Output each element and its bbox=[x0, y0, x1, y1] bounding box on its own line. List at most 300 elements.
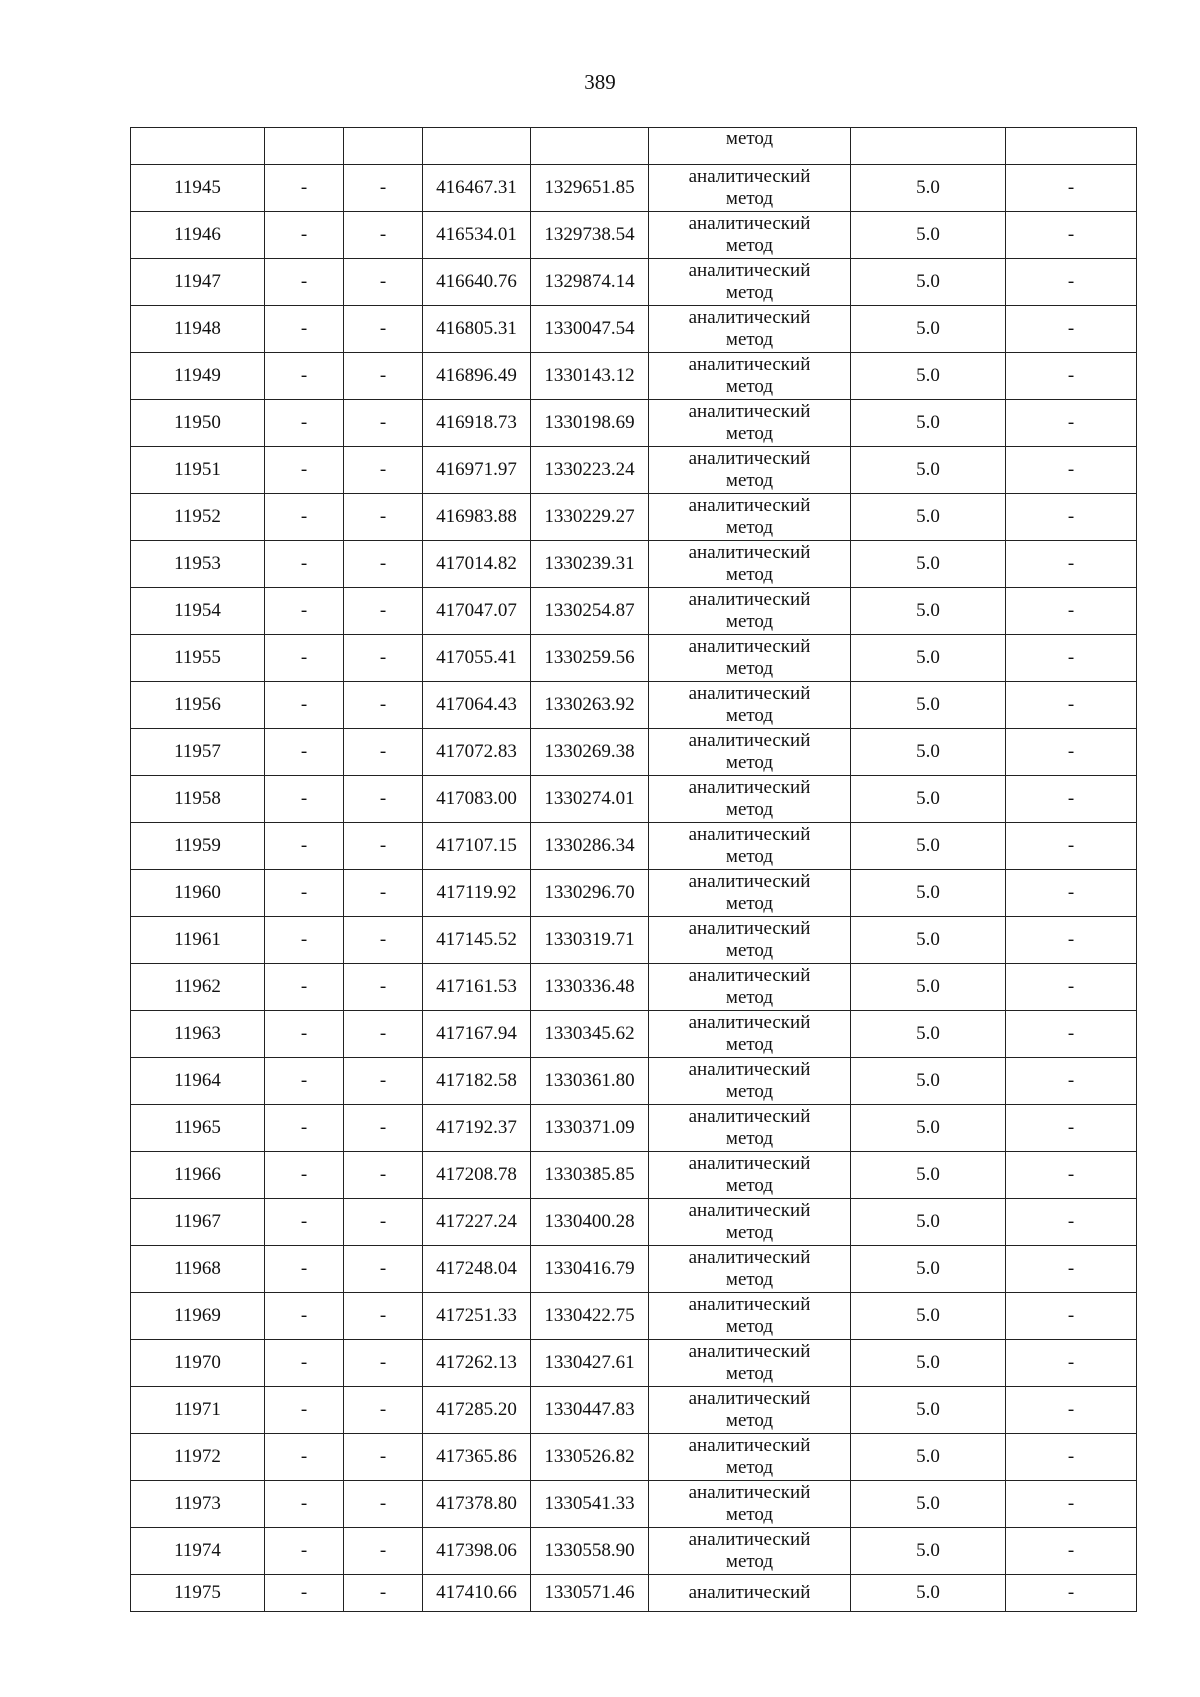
cell-point-number: 11958 bbox=[131, 776, 265, 823]
table-row-continued bbox=[131, 128, 1137, 165]
cell-point-number: 11956 bbox=[131, 682, 265, 729]
cell-col8: - bbox=[1006, 823, 1137, 870]
cell-point-number: 11957 bbox=[131, 729, 265, 776]
table-row bbox=[131, 1387, 1137, 1434]
cell-col3: - bbox=[344, 1340, 423, 1387]
method-text-line1: аналитический bbox=[688, 1012, 811, 1033]
method-text-line2: метод bbox=[725, 1551, 774, 1572]
cell-point-number: 11960 bbox=[131, 870, 265, 917]
method-text-line2: метод bbox=[725, 517, 774, 538]
cell-col3: - bbox=[344, 682, 423, 729]
cell-point-number: 11945 bbox=[131, 165, 265, 212]
method-text-line2: метод bbox=[725, 705, 774, 726]
cell-method bbox=[649, 353, 851, 400]
table-row bbox=[131, 1199, 1137, 1246]
cell-point-number: 11950 bbox=[131, 400, 265, 447]
cell-method bbox=[649, 1481, 851, 1528]
cell-accuracy: 5.0 bbox=[851, 776, 1006, 823]
cell-col8: - bbox=[1006, 1340, 1137, 1387]
cell-accuracy: 5.0 bbox=[851, 1293, 1006, 1340]
cell-y: 1330229.27 bbox=[531, 494, 649, 541]
cell-col2: - bbox=[265, 1011, 344, 1058]
cell-col8: - bbox=[1006, 1246, 1137, 1293]
method-text-line2: метод bbox=[725, 1034, 774, 1055]
cell-method bbox=[649, 165, 851, 212]
method-text-line1: аналитический bbox=[688, 1341, 811, 1362]
cell-col8: - bbox=[1006, 1199, 1137, 1246]
cell-method bbox=[649, 729, 851, 776]
cell-point-number: 11964 bbox=[131, 1058, 265, 1105]
cell-point-number: 11959 bbox=[131, 823, 265, 870]
method-text-line2: метод bbox=[725, 1457, 774, 1478]
cell-method bbox=[649, 1528, 851, 1575]
cell-y: 1330198.69 bbox=[531, 400, 649, 447]
page-number: 389 bbox=[584, 70, 616, 94]
method-text-line2: метод bbox=[725, 1081, 774, 1102]
cell-accuracy: 5.0 bbox=[851, 635, 1006, 682]
cell-point-number: 11974 bbox=[131, 1528, 265, 1575]
cell-accuracy: 5.0 bbox=[851, 682, 1006, 729]
method-text-line2: метод bbox=[725, 235, 774, 256]
cell-point-number: 11963 bbox=[131, 1011, 265, 1058]
cell-y: 1330571.46 bbox=[531, 1575, 649, 1612]
cell-y: 1330223.24 bbox=[531, 447, 649, 494]
cell-col8: - bbox=[1006, 870, 1137, 917]
cell-x: 417227.24 bbox=[423, 1199, 531, 1246]
cell-x: 417167.94 bbox=[423, 1011, 531, 1058]
cell-accuracy: 5.0 bbox=[851, 1246, 1006, 1293]
cell-col3: - bbox=[344, 588, 423, 635]
method-text-line2: метод bbox=[725, 1363, 774, 1384]
cell-col3: - bbox=[344, 917, 423, 964]
table-row bbox=[131, 259, 1137, 306]
cell-accuracy: 5.0 bbox=[851, 1105, 1006, 1152]
cell-x: 416983.88 bbox=[423, 494, 531, 541]
cell-x: 417107.15 bbox=[423, 823, 531, 870]
method-text-line1: аналитический bbox=[688, 965, 811, 986]
cell-point-number: 11951 bbox=[131, 447, 265, 494]
method-text-line2: метод bbox=[725, 1316, 774, 1337]
cell-col8: - bbox=[1006, 682, 1137, 729]
method-text-line2: метод bbox=[725, 846, 774, 867]
cell-col8: - bbox=[1006, 1387, 1137, 1434]
cell-col3: - bbox=[344, 776, 423, 823]
table-row bbox=[131, 447, 1137, 494]
cell-x: 417047.07 bbox=[423, 588, 531, 635]
method-text-line1: аналитический bbox=[688, 683, 811, 704]
cell-x: 416640.76 bbox=[423, 259, 531, 306]
method-text-line1: аналитический bbox=[688, 260, 811, 281]
cell-y: 1330345.62 bbox=[531, 1011, 649, 1058]
cell-col8: - bbox=[1006, 1575, 1137, 1612]
cell-accuracy: 5.0 bbox=[851, 1199, 1006, 1246]
cell-method bbox=[649, 635, 851, 682]
cell-col3: - bbox=[344, 823, 423, 870]
table-row bbox=[131, 1434, 1137, 1481]
method-text-line1: аналитический bbox=[688, 1529, 811, 1550]
cell-col3: - bbox=[344, 1058, 423, 1105]
cell-method bbox=[649, 588, 851, 635]
cell-method bbox=[649, 682, 851, 729]
table-row bbox=[131, 823, 1137, 870]
method-text-line2: метод bbox=[725, 799, 774, 820]
cell-col3: - bbox=[344, 1575, 423, 1612]
cell-col8: - bbox=[1006, 964, 1137, 1011]
method-text-line2: метод bbox=[725, 1222, 774, 1243]
cell-accuracy: 5.0 bbox=[851, 1434, 1006, 1481]
cell-col2: - bbox=[265, 494, 344, 541]
method-text-line1: аналитический bbox=[688, 354, 811, 375]
method-text-line1: аналитический bbox=[688, 542, 811, 563]
cell-accuracy: 5.0 bbox=[851, 1011, 1006, 1058]
cell-y: 1330371.09 bbox=[531, 1105, 649, 1152]
cell-method bbox=[649, 1011, 851, 1058]
cell-y: 1330254.87 bbox=[531, 588, 649, 635]
cell-y: 1330259.56 bbox=[531, 635, 649, 682]
cell-col2: - bbox=[265, 306, 344, 353]
cell-point-number: 11949 bbox=[131, 353, 265, 400]
cell-accuracy: 5.0 bbox=[851, 1152, 1006, 1199]
cell-col3: - bbox=[344, 259, 423, 306]
cell-accuracy: 5.0 bbox=[851, 917, 1006, 964]
method-text-line2: метод bbox=[725, 658, 774, 679]
cell-point-number: 11947 bbox=[131, 259, 265, 306]
cell-method bbox=[649, 400, 851, 447]
cell-col2: - bbox=[265, 870, 344, 917]
cell-accuracy: 5.0 bbox=[851, 1340, 1006, 1387]
cell-col2: - bbox=[265, 588, 344, 635]
cell-accuracy: 5.0 bbox=[851, 1387, 1006, 1434]
table-row bbox=[131, 165, 1137, 212]
cell-col8: - bbox=[1006, 917, 1137, 964]
cell-method bbox=[649, 494, 851, 541]
cell-col3: - bbox=[344, 165, 423, 212]
cell-col3: - bbox=[344, 1293, 423, 1340]
cell-x: 416971.97 bbox=[423, 447, 531, 494]
cell-x: 417192.37 bbox=[423, 1105, 531, 1152]
cell-col2: - bbox=[265, 1528, 344, 1575]
cell-y: 1330416.79 bbox=[531, 1246, 649, 1293]
cell-col2: - bbox=[265, 447, 344, 494]
table-row bbox=[131, 776, 1137, 823]
cell-x: 416896.49 bbox=[423, 353, 531, 400]
cell-x: 417014.82 bbox=[423, 541, 531, 588]
method-text-line1: аналитический bbox=[688, 401, 811, 422]
cell-method bbox=[649, 1293, 851, 1340]
cell-x: 417410.66 bbox=[423, 1575, 531, 1612]
cell-accuracy: 5.0 bbox=[851, 1528, 1006, 1575]
cell-method bbox=[649, 1575, 851, 1612]
cell-col8: - bbox=[1006, 1105, 1137, 1152]
cell-col8: - bbox=[1006, 1152, 1137, 1199]
cell-x: 417083.00 bbox=[423, 776, 531, 823]
cell-col2: - bbox=[265, 1246, 344, 1293]
cell-method bbox=[649, 1199, 851, 1246]
cell-x: 417119.92 bbox=[423, 870, 531, 917]
cell-col3: - bbox=[344, 306, 423, 353]
cell-col2: - bbox=[265, 729, 344, 776]
cell-col8: - bbox=[1006, 165, 1137, 212]
cell-accuracy: 5.0 bbox=[851, 259, 1006, 306]
cell-col2: - bbox=[265, 776, 344, 823]
cell-y: 1329738.54 bbox=[531, 212, 649, 259]
cell-method bbox=[649, 306, 851, 353]
method-text-line2: метод bbox=[725, 423, 774, 444]
cell-col2: - bbox=[265, 1434, 344, 1481]
cell-col3: - bbox=[344, 635, 423, 682]
cell-col2: - bbox=[265, 1105, 344, 1152]
cell-col2: - bbox=[265, 259, 344, 306]
cell-y: 1330422.75 bbox=[531, 1293, 649, 1340]
cell-y: 1329651.85 bbox=[531, 165, 649, 212]
cell-method bbox=[649, 259, 851, 306]
method-text-line1: аналитический bbox=[688, 730, 811, 751]
cell-point-number: 11970 bbox=[131, 1340, 265, 1387]
cell-x: 417251.33 bbox=[423, 1293, 531, 1340]
cell-col3: - bbox=[344, 1387, 423, 1434]
cell-x: 417398.06 bbox=[423, 1528, 531, 1575]
cell-accuracy: 5.0 bbox=[851, 964, 1006, 1011]
cell-accuracy: 5.0 bbox=[851, 353, 1006, 400]
table-row bbox=[131, 353, 1137, 400]
cell-method bbox=[649, 1340, 851, 1387]
cell-point-number: 11962 bbox=[131, 964, 265, 1011]
cell-method bbox=[649, 917, 851, 964]
cell-method bbox=[649, 1434, 851, 1481]
cell-col2: - bbox=[265, 964, 344, 1011]
method-text-line2: метод bbox=[725, 470, 774, 491]
cell-col8: - bbox=[1006, 1434, 1137, 1481]
method-text-line2: метод bbox=[725, 564, 774, 585]
cell-col3: - bbox=[344, 447, 423, 494]
cell-col8: - bbox=[1006, 1011, 1137, 1058]
method-text-line1: аналитический bbox=[688, 1059, 811, 1080]
method-text-line2: метод bbox=[725, 752, 774, 773]
method-text-line1: аналитический bbox=[688, 1482, 811, 1503]
cell-y: 1330274.01 bbox=[531, 776, 649, 823]
cell-col2: - bbox=[265, 1199, 344, 1246]
cell-col8: - bbox=[1006, 494, 1137, 541]
cell-method: метод bbox=[649, 128, 851, 165]
table-row bbox=[131, 917, 1137, 964]
cell-y: 1330336.48 bbox=[531, 964, 649, 1011]
cell-point-number: 11967 bbox=[131, 1199, 265, 1246]
cell-col8: - bbox=[1006, 447, 1137, 494]
method-text-line1: аналитический bbox=[688, 1106, 811, 1127]
cell-y: 1330269.38 bbox=[531, 729, 649, 776]
table-row bbox=[131, 588, 1137, 635]
cell-col8: - bbox=[1006, 1481, 1137, 1528]
cell-col8: - bbox=[1006, 259, 1137, 306]
cell-col8: - bbox=[1006, 776, 1137, 823]
cell-col2: - bbox=[265, 1481, 344, 1528]
cell-col2: - bbox=[265, 823, 344, 870]
table-row bbox=[131, 1528, 1137, 1575]
cell-y: 1330047.54 bbox=[531, 306, 649, 353]
method-text-line2: метод bbox=[725, 1128, 774, 1149]
cell-point-number: 11954 bbox=[131, 588, 265, 635]
cell-x: 417145.52 bbox=[423, 917, 531, 964]
cell-method bbox=[649, 447, 851, 494]
cell-col8: - bbox=[1006, 541, 1137, 588]
cell-x: 416918.73 bbox=[423, 400, 531, 447]
cell-point-number: 11955 bbox=[131, 635, 265, 682]
cell-col2: - bbox=[265, 917, 344, 964]
cell-y: 1330239.31 bbox=[531, 541, 649, 588]
cell-point-number: 11953 bbox=[131, 541, 265, 588]
cell-point-number: 11969 bbox=[131, 1293, 265, 1340]
cell-y: 1330541.33 bbox=[531, 1481, 649, 1528]
method-text-line1: аналитический bbox=[688, 448, 811, 469]
method-text-line2: метод bbox=[725, 376, 774, 397]
cell-col3: - bbox=[344, 964, 423, 1011]
cell-point-number: 11946 bbox=[131, 212, 265, 259]
cell-col8: - bbox=[1006, 588, 1137, 635]
cell-accuracy: 5.0 bbox=[851, 588, 1006, 635]
cell-y: 1330319.71 bbox=[531, 917, 649, 964]
cell-accuracy: 5.0 bbox=[851, 823, 1006, 870]
cell-accuracy: 5.0 bbox=[851, 1481, 1006, 1528]
method-text-line1: аналитический bbox=[688, 871, 811, 892]
cell-col8: - bbox=[1006, 1293, 1137, 1340]
cell-method bbox=[649, 823, 851, 870]
cell-col8: - bbox=[1006, 306, 1137, 353]
table-row bbox=[131, 306, 1137, 353]
cell-method bbox=[649, 964, 851, 1011]
table-row bbox=[131, 682, 1137, 729]
cell-method bbox=[649, 870, 851, 917]
table-row bbox=[131, 870, 1137, 917]
method-text-line1: аналитический bbox=[688, 918, 811, 939]
table-row bbox=[131, 729, 1137, 776]
cell-x: 417378.80 bbox=[423, 1481, 531, 1528]
cell-method bbox=[649, 1387, 851, 1434]
cell-accuracy: 5.0 bbox=[851, 1575, 1006, 1612]
cell-method bbox=[649, 1105, 851, 1152]
cell-col8: - bbox=[1006, 635, 1137, 682]
method-text-line1: аналитический bbox=[688, 1435, 811, 1456]
method-text-line2: метод bbox=[725, 188, 774, 209]
cell-x: 417182.58 bbox=[423, 1058, 531, 1105]
method-text-line1: аналитический bbox=[688, 589, 811, 610]
cell-y: 1330286.34 bbox=[531, 823, 649, 870]
cell-col3: - bbox=[344, 212, 423, 259]
cell-col2: - bbox=[265, 1575, 344, 1612]
table-row bbox=[131, 1152, 1137, 1199]
cell-col3: - bbox=[344, 1528, 423, 1575]
cell-accuracy: 5.0 bbox=[851, 212, 1006, 259]
cell-y: 1330447.83 bbox=[531, 1387, 649, 1434]
cell-col3: - bbox=[344, 400, 423, 447]
cell-x: 417208.78 bbox=[423, 1152, 531, 1199]
method-text-line2: метод bbox=[725, 611, 774, 632]
cell-method bbox=[649, 1246, 851, 1293]
cell-y: 1330526.82 bbox=[531, 1434, 649, 1481]
cell-method bbox=[649, 541, 851, 588]
method-text-line1: аналитический bbox=[688, 166, 811, 187]
cell-accuracy bbox=[851, 128, 1006, 165]
cell-point-number: 11971 bbox=[131, 1387, 265, 1434]
cell-accuracy: 5.0 bbox=[851, 165, 1006, 212]
cell-col2: - bbox=[265, 212, 344, 259]
cell-x: 417055.41 bbox=[423, 635, 531, 682]
cell-x: 417248.04 bbox=[423, 1246, 531, 1293]
cell-point-number: 11965 bbox=[131, 1105, 265, 1152]
method-text-line2: метод bbox=[725, 1504, 774, 1525]
table-row bbox=[131, 541, 1137, 588]
cell-col8: - bbox=[1006, 353, 1137, 400]
cell-col2: - bbox=[265, 635, 344, 682]
cell-col8 bbox=[1006, 128, 1137, 165]
cell-x: 417064.43 bbox=[423, 682, 531, 729]
cell-x: 417365.86 bbox=[423, 1434, 531, 1481]
cell-y: 1330385.85 bbox=[531, 1152, 649, 1199]
cell-x: 417161.53 bbox=[423, 964, 531, 1011]
table-row bbox=[131, 964, 1137, 1011]
coordinates-table bbox=[130, 127, 1137, 1612]
cell-col3: - bbox=[344, 1481, 423, 1528]
cell-col3 bbox=[344, 128, 423, 165]
table-row bbox=[131, 494, 1137, 541]
cell-col3: - bbox=[344, 1105, 423, 1152]
cell-col8: - bbox=[1006, 400, 1137, 447]
method-text-line1: аналитический bbox=[688, 1247, 811, 1268]
table-row bbox=[131, 1058, 1137, 1105]
table-body bbox=[131, 128, 1137, 1612]
cell-y: 1330361.80 bbox=[531, 1058, 649, 1105]
cell-x: 417285.20 bbox=[423, 1387, 531, 1434]
cell-point-number: 11961 bbox=[131, 917, 265, 964]
cell-accuracy: 5.0 bbox=[851, 1058, 1006, 1105]
method-text-line2: метод bbox=[725, 1175, 774, 1196]
cell-col3: - bbox=[344, 541, 423, 588]
cell-y: 1330143.12 bbox=[531, 353, 649, 400]
cell-col8: - bbox=[1006, 1058, 1137, 1105]
cell-point-number: 11968 bbox=[131, 1246, 265, 1293]
method-text-line2: метод bbox=[725, 282, 774, 303]
cell-col3: - bbox=[344, 1246, 423, 1293]
cell-col2: - bbox=[265, 1293, 344, 1340]
cell-x: 417262.13 bbox=[423, 1340, 531, 1387]
table-row bbox=[131, 1293, 1137, 1340]
cell-col2: - bbox=[265, 400, 344, 447]
method-text-line1: аналитический bbox=[688, 824, 811, 845]
method-text-line1: аналитический bbox=[688, 636, 811, 657]
cell-col3: - bbox=[344, 1152, 423, 1199]
cell-accuracy: 5.0 bbox=[851, 541, 1006, 588]
table-row bbox=[131, 1011, 1137, 1058]
cell-x: 416534.01 bbox=[423, 212, 531, 259]
cell-point-number bbox=[131, 128, 265, 165]
cell-accuracy: 5.0 bbox=[851, 729, 1006, 776]
cell-col2: - bbox=[265, 353, 344, 400]
cell-col2: - bbox=[265, 1058, 344, 1105]
cell-y: 1329874.14 bbox=[531, 259, 649, 306]
cell-accuracy: 5.0 bbox=[851, 306, 1006, 353]
table-row bbox=[131, 635, 1137, 682]
cell-x bbox=[423, 128, 531, 165]
method-text-line1: аналитический bbox=[688, 1153, 811, 1174]
cell-col2: - bbox=[265, 165, 344, 212]
cell-x: 417072.83 bbox=[423, 729, 531, 776]
cell-accuracy: 5.0 bbox=[851, 447, 1006, 494]
method-text-line1: аналитический bbox=[688, 495, 811, 516]
cell-y bbox=[531, 128, 649, 165]
cell-col2: - bbox=[265, 541, 344, 588]
table-row bbox=[131, 1340, 1137, 1387]
cell-col3: - bbox=[344, 353, 423, 400]
cell-col8: - bbox=[1006, 729, 1137, 776]
